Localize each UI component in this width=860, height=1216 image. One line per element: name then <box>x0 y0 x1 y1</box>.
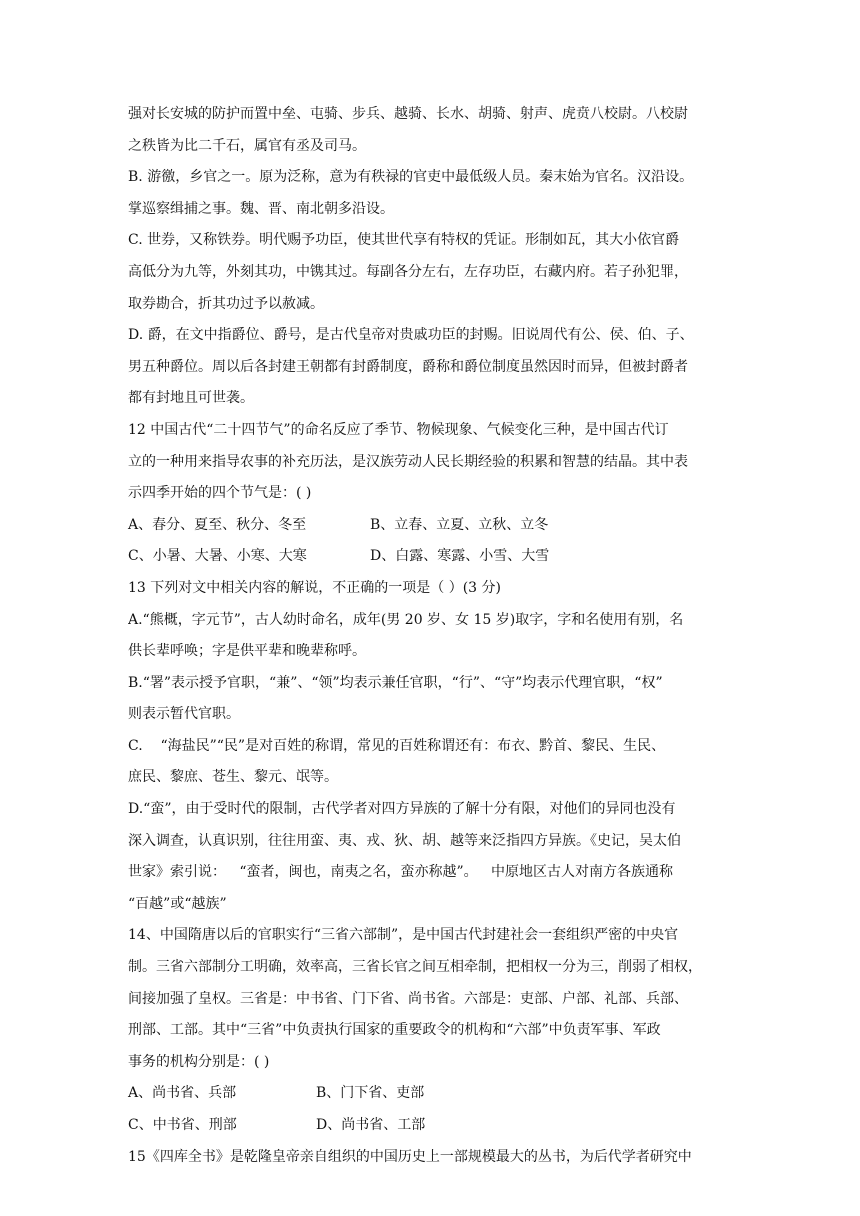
text-line: B. 游徼，乡官之一。原为泛称，意为有秩禄的官吏中最低级人员。秦末始为官名。汉沿设。 <box>128 169 694 186</box>
option-b: B、立春、立夏、立秋、立冬 <box>370 516 549 533</box>
text-line: 都有封地且可世袭。 <box>128 390 254 407</box>
question-stem-line: 刑部、工部。其中“三省”中负责执行国家的重要政令的机构和“六部”中负责军事、军政 <box>128 1022 661 1039</box>
option-row <box>128 541 732 573</box>
question-stem-line: 制。三省六部制分工明确，效率高，三省长官之间互相牵制，把相权一分为三，削弱了相权， <box>128 959 702 976</box>
option-a-line: 供长辈呼唤；字是供平辈和晚辈称呼。 <box>128 643 366 660</box>
paragraph-bajiaowei <box>128 99 732 162</box>
question-14 <box>128 920 732 1141</box>
text-line: 取券勘合，折其功过予以赦减。 <box>128 295 324 312</box>
paragraph-option-c-shiquan <box>128 225 732 320</box>
option-d: D、尚书省、工部 <box>316 1117 426 1133</box>
text-line: 强对长安城的防护而置中垒、屯骑、步兵、越骑、长水、胡骑、射声、虎贲八校尉。八校尉 <box>128 106 688 122</box>
option-c: C、中书省、刑部 <box>128 1117 237 1133</box>
option-d: D、白露、寒露、小雪、大雪 <box>370 548 550 565</box>
option-d-line: 深入调查，认真识别，往往用蛮、夷、戎、狄、胡、越等来泛指四方异族。《史记，吴太伯 <box>128 832 681 849</box>
text-line: C. 世券，又称铁券。明代赐予功臣，使其世代享有特权的凭证。形制如瓦，其大小依官爵 <box>128 232 680 249</box>
text-line: 高低分为九等，外刻其功，中镌其过。每副各分左右，左存功臣，右藏内府。若子孙犯罪， <box>128 263 688 280</box>
question-stem-line: 立的一种用来指导农事的补充历法，是汉族劳动人民长期经验的积累和智慧的结晶。其中表 <box>128 453 688 470</box>
question-13 <box>128 573 732 921</box>
question-stem-line: 间接加强了皇权。三省是：中书省、门下省、尚书省。六部是：吏部、户部、礼部、兵部、 <box>128 990 688 1007</box>
text-line: 掌巡察缉捕之事。魏、晋、南北朝多沿设。 <box>128 200 394 217</box>
option-d-line: “百越”或“越族” <box>128 895 227 912</box>
option-d-line: D.“蛮”，由于受时代的限制，古代学者对四方异族的了解十分有限，对他们的异同也没有 <box>128 801 676 818</box>
text-line: 之秩皆为比二千石，属官有丞及司马。 <box>128 137 366 154</box>
option-b-line: 则表示暂代官职。 <box>128 706 240 723</box>
option-b: B、门下省、吏部 <box>316 1085 425 1102</box>
question-stem-line: 15《四库全书》是乾隆皇帝亲自组织的中国历史上一部规模最大的丛书，为后代学者研究中 <box>128 1148 692 1165</box>
question-stem-line: 事务的机构分别是：( ) <box>128 1053 270 1070</box>
paragraph-option-b-youjiao <box>128 162 732 225</box>
question-stem-line: 示四季开始的四个节气是：( ) <box>128 485 312 502</box>
paragraph-option-d-jue <box>128 320 732 415</box>
text-line: 男五种爵位。周以后各封建王朝都有封爵制度，爵称和爵位制度虽然因时而异，但被封爵者 <box>128 358 688 375</box>
option-row <box>128 1110 732 1142</box>
option-a: A、春分、夏至、秋分、冬至 <box>128 516 307 533</box>
option-d-line: 世家》索引说： “蛮者，闽也，南夷之名，蛮亦称越”。 中原地区古人对南方各族通称 <box>128 864 674 881</box>
option-c-line: 庶民、黎庶、苍生、黎元、氓等。 <box>128 769 338 786</box>
option-c-line: C. “海盐民”“民”是对百姓的称谓，常见的百姓称谓还有：布衣、黔首、黎民、生民、 <box>128 737 666 754</box>
question-stem-line: 14、中国隋唐以后的官职实行“三省六部制”，是中国古代封建社会一套组织严密的中央官 <box>128 927 679 944</box>
option-c: C、小暑、大暑、小寒、大寒 <box>128 548 307 565</box>
option-a: A、尚书省、兵部 <box>128 1085 237 1102</box>
question-15 <box>128 1142 732 1174</box>
document-body <box>128 99 732 1173</box>
option-row <box>128 1078 732 1110</box>
text-line: D. 爵，在文中指爵位、爵号，是古代皇帝对贵戚功臣的封赐。旧说周代有公、侯、伯、子、 <box>128 327 694 344</box>
question-stem-line: 13 下列对文中相关内容的解说，不正确的一项是（ ）(3 分) <box>128 579 501 596</box>
option-a-line: A.“熊概，字元节”，古人幼时命名，成年(男 20 岁、女 15 岁)取字，字和名使用有别，名 <box>128 611 684 628</box>
question-stem-line: 12 中国古代“二十四节气”的命名反应了季节、物候现象、气候变化三种，是中国古代订 <box>128 421 669 438</box>
option-b-line: B.“署”表示授予官职，“兼”、“领”均表示兼任官职，“行”、“守”均表示代理官职，“权” <box>128 674 663 691</box>
question-12 <box>128 415 732 573</box>
option-row <box>128 510 732 542</box>
